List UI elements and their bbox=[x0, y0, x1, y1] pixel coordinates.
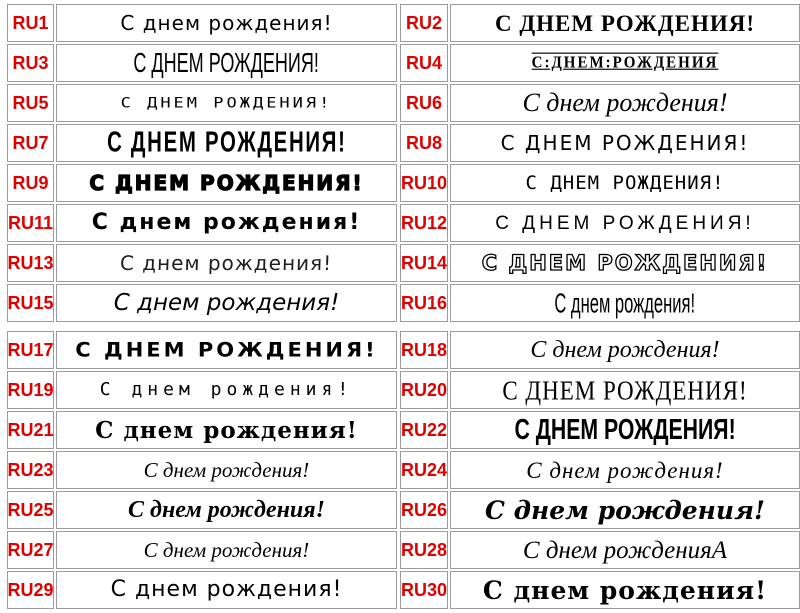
font-code-cell-ru12 bbox=[400, 204, 448, 242]
font-code-cell-ru16 bbox=[400, 284, 448, 322]
font-sample-cell-ru1 bbox=[56, 4, 397, 42]
font-code-cell-ru4 bbox=[400, 44, 448, 82]
font-code-cell-ru11 bbox=[7, 204, 54, 242]
font-code-label: RU27 bbox=[7, 539, 54, 560]
font-sample-cell-ru5 bbox=[56, 84, 397, 122]
font-sample-text: С днем рождения! bbox=[143, 537, 310, 562]
table-row bbox=[7, 284, 800, 322]
font-code-cell-ru19 bbox=[7, 371, 54, 409]
font-sample-cell-ru10 bbox=[450, 164, 800, 202]
font-sample-cell-ru25 bbox=[56, 491, 397, 529]
font-sample-text: С днем рождения! bbox=[128, 497, 325, 523]
font-code-label: RU16 bbox=[400, 292, 448, 313]
font-sample-cell-ru9 bbox=[56, 164, 397, 202]
font-sample-cell-ru3 bbox=[56, 44, 397, 82]
font-sample-cell-ru13 bbox=[56, 244, 397, 282]
font-sample-text: С ДНЕМ РОЖДЕНИЯ! bbox=[495, 212, 755, 234]
font-sample-cell-ru30 bbox=[450, 571, 800, 609]
table-row bbox=[7, 411, 800, 449]
font-sample-text: С днем рождения! bbox=[95, 416, 358, 444]
font-sample-text: С ДНЕМ РОЖДЕНИЯ! bbox=[106, 126, 347, 159]
font-sample-text: С днем рожденияА bbox=[522, 536, 728, 564]
font-sample-cell-ru19 bbox=[56, 371, 397, 409]
font-code-label: RU21 bbox=[7, 419, 54, 440]
font-code-label: RU24 bbox=[400, 459, 448, 480]
font-code-cell-ru14 bbox=[400, 244, 448, 282]
font-code-cell-ru3 bbox=[7, 44, 54, 82]
font-sample-text: С днем рождения! bbox=[554, 286, 696, 319]
font-code-cell-ru27 bbox=[7, 531, 54, 569]
font-sample-text: С ДНЕМ РОЖДЕНИЯ! bbox=[500, 131, 750, 155]
font-sample-text: С ДНЕМ РОЖДЕНИЯ! bbox=[120, 94, 333, 112]
font-code-cell-ru18 bbox=[400, 331, 448, 369]
table-row bbox=[7, 244, 800, 282]
font-code-label: RU4 bbox=[405, 52, 442, 73]
font-sample-text: С:ДНЕМ:РОЖДЕНИЯ bbox=[531, 53, 719, 72]
font-sample-text: С днем рождения! bbox=[530, 337, 720, 363]
font-sample-text: С днем рождения! bbox=[482, 575, 768, 605]
font-code-cell-ru21 bbox=[7, 411, 54, 449]
table-row bbox=[7, 4, 800, 42]
font-code-label: RU23 bbox=[7, 459, 54, 480]
font-code-label: RU9 bbox=[12, 172, 49, 193]
font-code-cell-ru20 bbox=[400, 371, 448, 409]
font-code-label: RU19 bbox=[7, 379, 54, 400]
font-sample-cell-ru18 bbox=[450, 331, 800, 369]
font-sample-cell-ru29 bbox=[56, 571, 397, 609]
font-code-label: RU2 bbox=[405, 12, 442, 33]
font-sample-cell-ru20 bbox=[450, 371, 800, 409]
font-sample-cell-ru21 bbox=[56, 411, 397, 449]
table-row bbox=[7, 331, 800, 369]
font-code-label: RU6 bbox=[405, 92, 442, 113]
table-row bbox=[7, 204, 800, 242]
font-code-cell-ru7 bbox=[7, 124, 54, 162]
font-sample-cell-ru17 bbox=[56, 331, 397, 369]
font-code-cell-ru30 bbox=[400, 571, 448, 609]
font-sample-cell-ru4 bbox=[450, 44, 800, 82]
font-code-label: RU20 bbox=[400, 379, 448, 400]
font-code-label: RU26 bbox=[400, 499, 448, 520]
table-row bbox=[7, 164, 800, 202]
font-code-label: RU7 bbox=[12, 132, 49, 153]
font-code-cell-ru1 bbox=[7, 4, 54, 42]
font-code-cell-ru23 bbox=[7, 451, 54, 489]
font-code-label: RU15 bbox=[7, 292, 54, 313]
font-code-label: RU30 bbox=[400, 579, 448, 600]
font-sample-cell-ru14 bbox=[450, 244, 800, 282]
font-sample-cell-ru16 bbox=[450, 284, 800, 322]
font-code-cell-ru6 bbox=[400, 84, 448, 122]
font-sample-text: С ДНЕМ РОЖДЕНИЯ! bbox=[89, 171, 364, 195]
font-code-cell-ru26 bbox=[400, 491, 448, 529]
font-sample-cell-ru7 bbox=[56, 124, 397, 162]
font-code-label: RU29 bbox=[7, 579, 54, 600]
table-row bbox=[7, 84, 800, 122]
font-sample-cell-ru15 bbox=[56, 284, 397, 322]
font-sample-text: С днем рождения! bbox=[113, 289, 340, 316]
table-row bbox=[7, 451, 800, 489]
font-sample-text: С днем рождения! bbox=[485, 495, 765, 525]
table-row bbox=[7, 124, 800, 162]
font-code-label: RU1 bbox=[12, 12, 49, 33]
table-row bbox=[7, 491, 800, 529]
font-sample-text: С ДНЕМ РОЖДЕНИЯ! bbox=[133, 46, 320, 79]
font-sample-cell-ru26 bbox=[450, 491, 800, 529]
table-row bbox=[7, 531, 800, 569]
font-sample-text: С ДНЕМ РОЖДЕНИЯ! bbox=[494, 10, 756, 36]
font-sample-cell-ru11 bbox=[56, 204, 397, 242]
font-sample-cell-ru2 bbox=[450, 4, 800, 42]
table-row bbox=[7, 371, 800, 409]
font-code-cell-ru15 bbox=[7, 284, 54, 322]
font-sample-text: С днем рождения! bbox=[526, 457, 724, 483]
font-code-cell-ru22 bbox=[400, 411, 448, 449]
font-code-cell-ru24 bbox=[400, 451, 448, 489]
font-code-cell-ru13 bbox=[7, 244, 54, 282]
table-row bbox=[7, 44, 800, 82]
font-code-label: RU22 bbox=[400, 419, 448, 440]
font-sample-text: С днем рождения! bbox=[522, 88, 728, 117]
font-code-cell-ru17 bbox=[7, 331, 54, 369]
font-code-label: RU28 bbox=[400, 539, 448, 560]
font-code-cell-ru2 bbox=[400, 4, 448, 42]
font-sample-text: С ДНЕМ РОЖДЕНИЯ! bbox=[75, 338, 378, 361]
font-sample-text: С днем рождения! bbox=[91, 210, 362, 235]
font-code-label: RU5 bbox=[12, 92, 49, 113]
font-sample-text: С ДНЕМ РОЖДЕНИЯ! bbox=[502, 375, 748, 405]
font-code-cell-ru25 bbox=[7, 491, 54, 529]
font-code-cell-ru10 bbox=[400, 164, 448, 202]
font-sample-text: С днем рождения! bbox=[110, 577, 343, 602]
font-code-label: RU11 bbox=[7, 212, 54, 233]
font-code-label: RU10 bbox=[400, 172, 448, 193]
font-code-cell-ru28 bbox=[400, 531, 448, 569]
font-code-label: RU14 bbox=[400, 252, 448, 273]
font-code-label: RU18 bbox=[400, 339, 448, 360]
font-sample-text: С днем рождения! bbox=[99, 379, 354, 400]
font-code-label: RU25 bbox=[7, 499, 54, 520]
font-sample-text: С ДНЕМ РОЖДЕНИЯ! bbox=[481, 250, 769, 275]
font-code-label: RU3 bbox=[12, 52, 49, 73]
table-row bbox=[7, 571, 800, 609]
font-sample-cell-ru27 bbox=[56, 531, 397, 569]
font-sample-cell-ru6 bbox=[450, 84, 800, 122]
font-code-label: RU13 bbox=[7, 252, 54, 273]
font-sample-text: С днем рождения! bbox=[119, 251, 334, 275]
font-sample-cell-ru8 bbox=[450, 124, 800, 162]
font-sample-text: С ДНЕМ РОЖДЕНИЯ! bbox=[514, 413, 736, 446]
font-code-label: RU17 bbox=[7, 339, 54, 360]
font-code-label: RU12 bbox=[400, 212, 448, 233]
font-sample-cell-ru22 bbox=[450, 411, 800, 449]
font-sample-text: С днем рождения! bbox=[120, 11, 333, 35]
font-code-cell-ru5 bbox=[7, 84, 54, 122]
font-sample-cell-ru28 bbox=[450, 531, 800, 569]
font-sample-cell-ru12 bbox=[450, 204, 800, 242]
font-code-cell-ru9 bbox=[7, 164, 54, 202]
font-code-cell-ru29 bbox=[7, 571, 54, 609]
font-sample-cell-ru24 bbox=[450, 451, 800, 489]
font-sample-text: С днем рождения! bbox=[143, 457, 310, 482]
font-sample-text: С ДНЕМ РОЖДЕНИЯ! bbox=[525, 171, 725, 194]
font-sample-cell-ru23 bbox=[56, 451, 397, 489]
font-code-label: RU8 bbox=[405, 132, 442, 153]
font-code-cell-ru8 bbox=[400, 124, 448, 162]
